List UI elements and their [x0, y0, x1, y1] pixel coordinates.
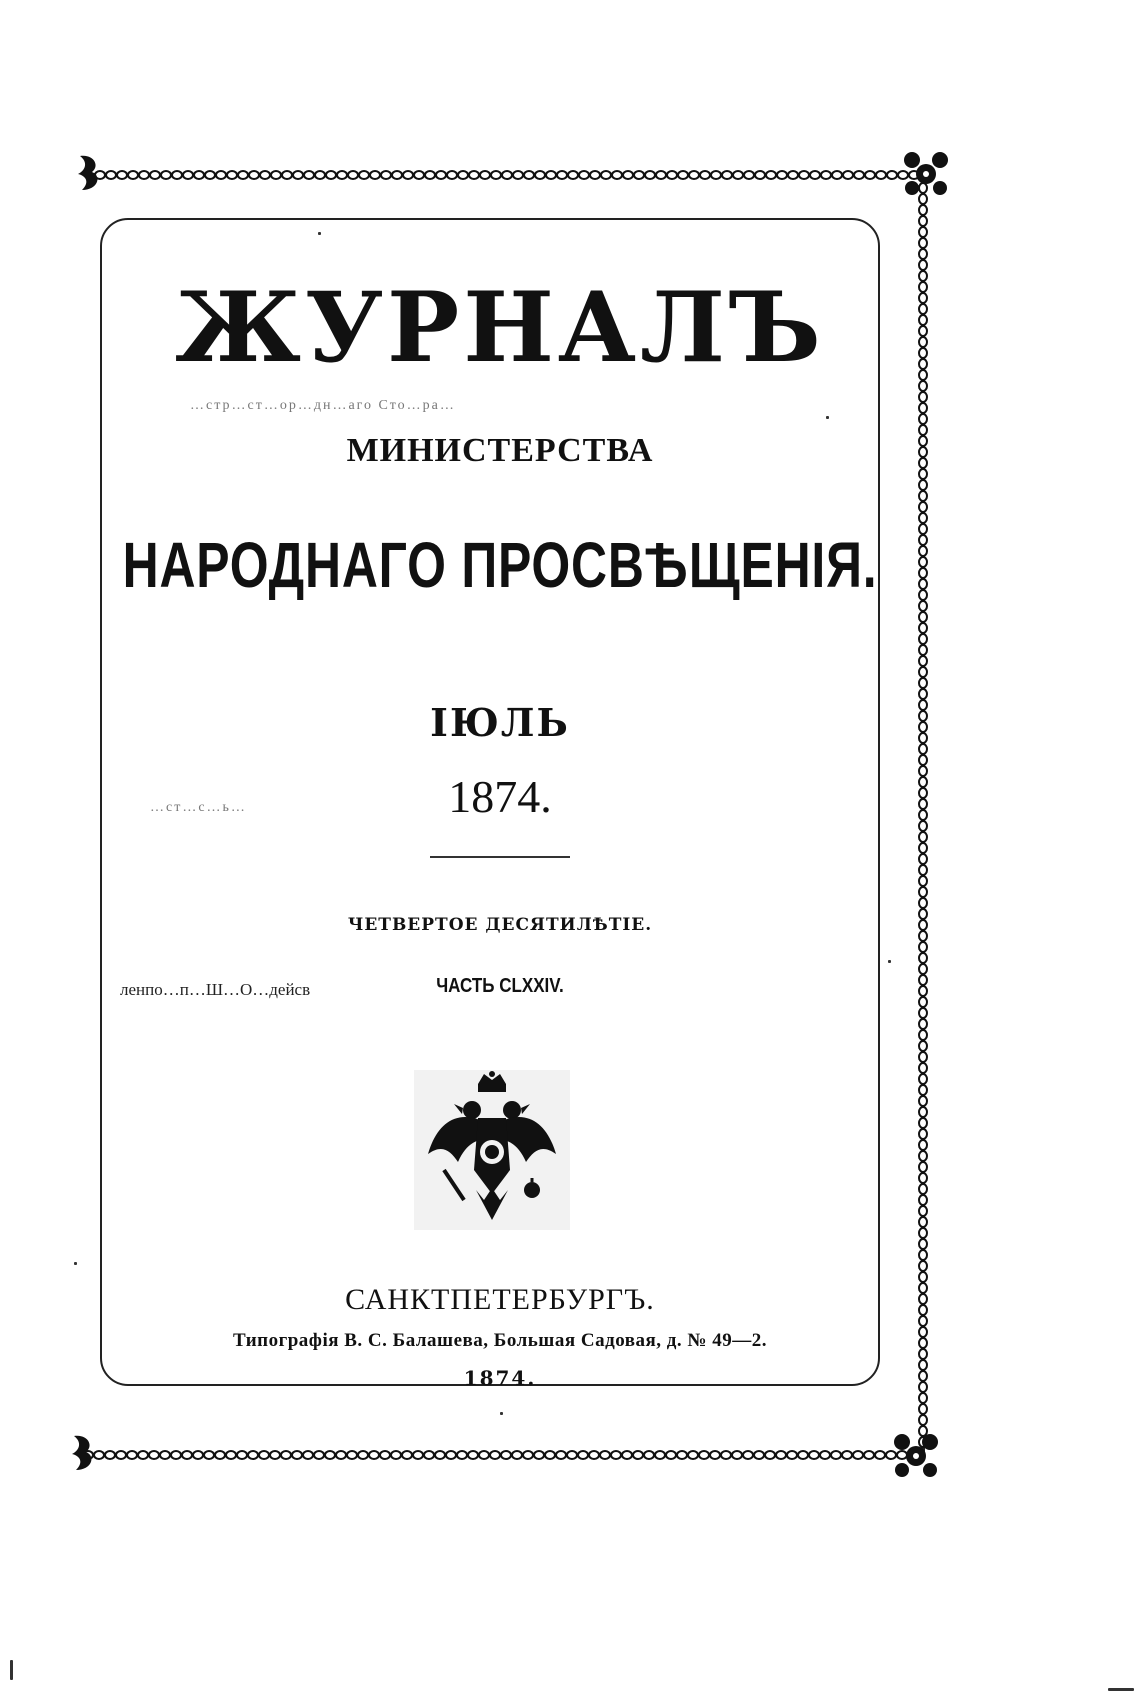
ink-speck — [318, 232, 321, 235]
imprint-city: САНКТПЕТЕРБУРГЪ. — [345, 1283, 655, 1316]
top-chain-border — [92, 168, 922, 182]
decade-label: ЧЕТВЕРТОЕ ДЕСЯТИЛѢТІЕ. — [347, 915, 653, 935]
issue-year: 1874. — [448, 771, 552, 822]
divider-rule — [430, 856, 570, 858]
bottom-chain-border — [80, 1448, 910, 1462]
ink-speck — [500, 1412, 503, 1415]
ink-speck — [826, 416, 829, 419]
ink-speck — [10, 1660, 13, 1680]
top-right-ornament-icon — [898, 146, 954, 202]
ink-speck — [888, 960, 891, 963]
bottom-right-ornament-icon — [888, 1428, 944, 1484]
bleed-through-text: …стр…ст…ор…дн…аго Сто…ра… — [190, 398, 456, 413]
issue-month: ІЮЛЬ — [430, 700, 570, 745]
imprint-printer: Типографія В. С. Балашева, Большая Садовая, д. № 49—2. — [233, 1330, 767, 1351]
top-left-ornament-icon — [72, 150, 112, 196]
ink-speck — [74, 1262, 77, 1265]
ministry-subtitle: МИНИСТЕРСТВА — [346, 432, 654, 469]
double-headed-eagle-icon — [414, 1070, 570, 1230]
bottom-left-ornament-icon — [66, 1430, 106, 1476]
imprint-year: 1874. — [463, 1366, 537, 1390]
enlightenment-subtitle: НАРОДНАГО ПРОСВѢЩЕНІЯ. — [122, 529, 878, 601]
part-label: ЧАСТЬ CLXXIV. — [436, 975, 564, 997]
ink-speck — [1108, 1688, 1134, 1691]
bleed-through-text: …ст…с…ь… — [150, 800, 247, 815]
bleed-through-text: ленпо…п…Ш…О…дейсв — [120, 980, 311, 999]
journal-title: ЖУРНАЛЪ — [175, 271, 825, 384]
